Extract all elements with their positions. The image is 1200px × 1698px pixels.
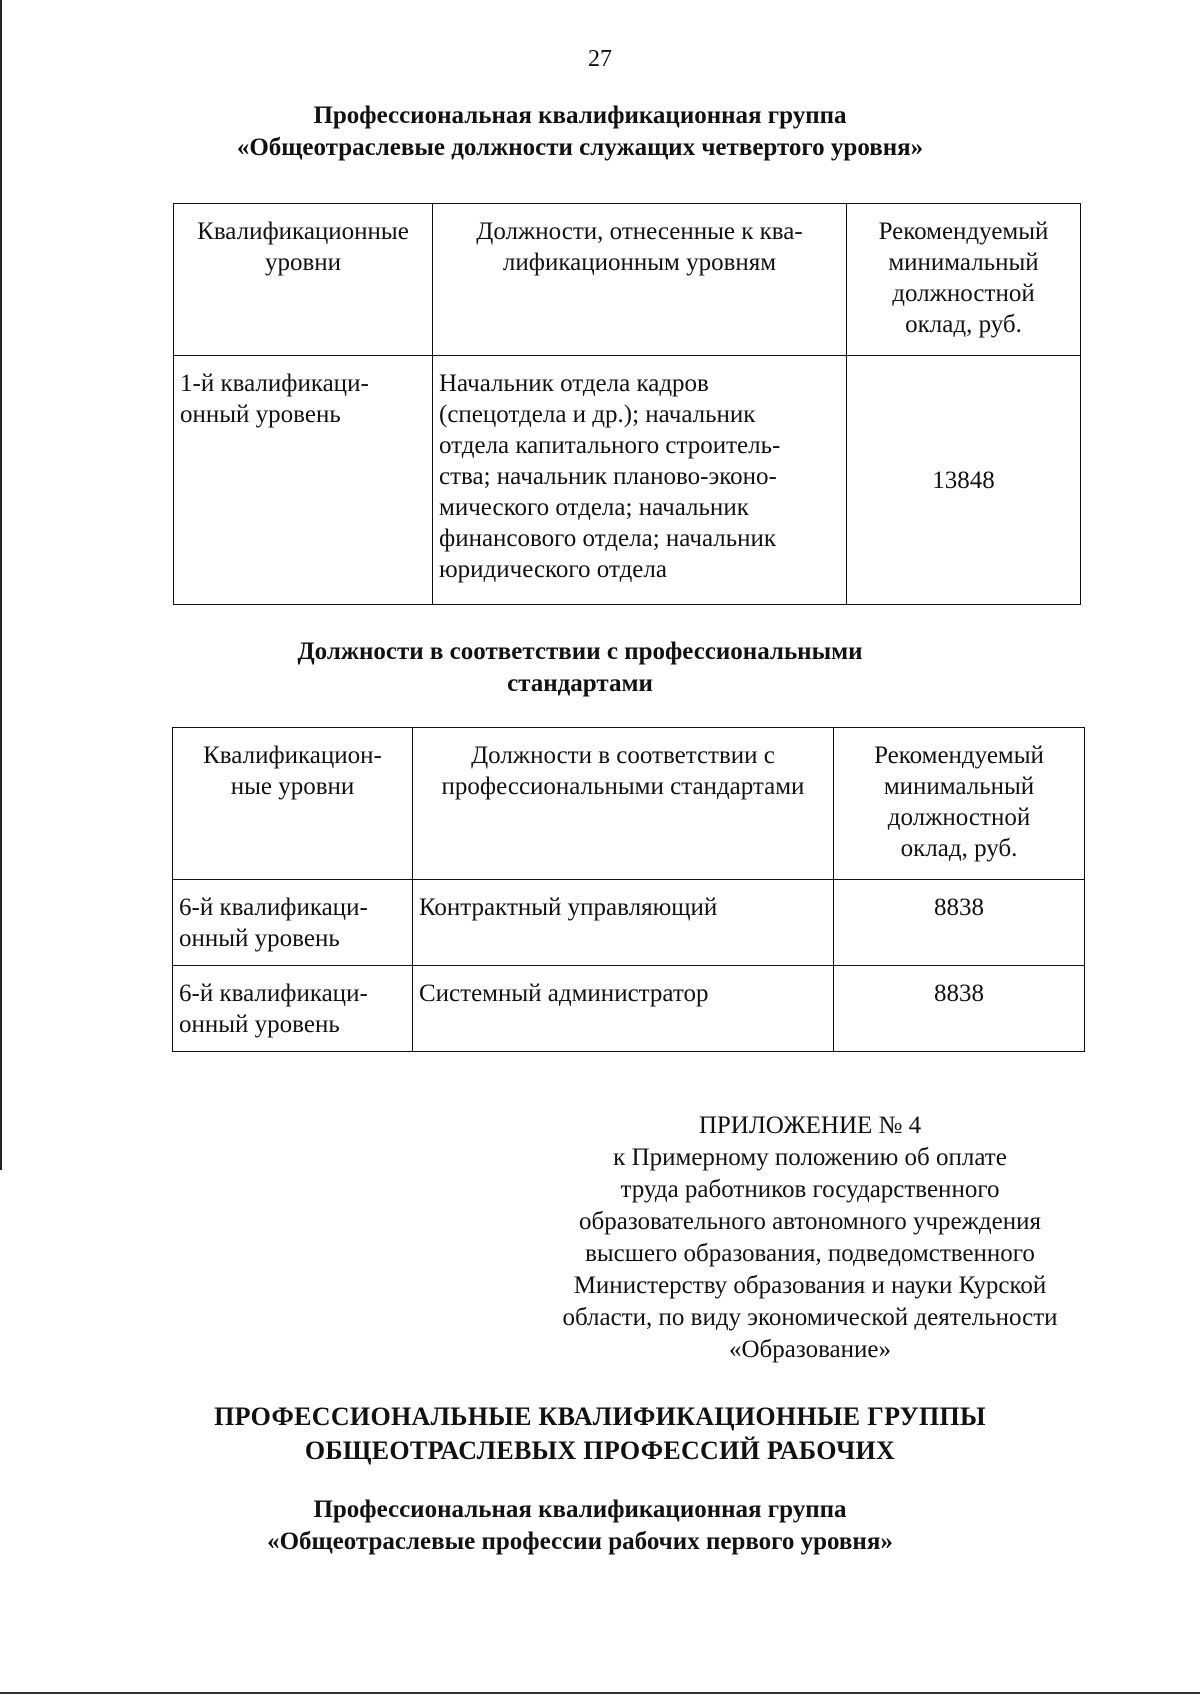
position-line: финансового отдела; начальник	[439, 525, 777, 552]
section1-heading-line2: «Общеотраслевые должности служащих четвертого уровня»	[236, 134, 924, 161]
table-row	[173, 966, 1085, 1052]
level-line: 6-й квалификаци-	[179, 894, 368, 921]
section3-heading	[150, 1400, 1050, 1468]
section3-heading-line2: ОБЩЕОТРАСЛЕВЫХ ПРОФЕССИЙ РАБОЧИХ	[304, 1436, 896, 1465]
table-qualification-levels-4	[173, 203, 1081, 605]
level-line: 1-й квалификаци-	[180, 370, 369, 397]
section1-heading	[160, 100, 1000, 164]
header-positions-line: Должности в соответствии с	[471, 742, 775, 769]
appendix-line: Министерству образования и науки Курской	[573, 1272, 1047, 1299]
appendix-block	[520, 1110, 1100, 1366]
appendix-line: образовательного автономного учреждения	[579, 1208, 1041, 1235]
level-line: 6-й квалификаци-	[179, 980, 368, 1007]
level-line: онный уровень	[179, 925, 340, 952]
appendix-line: к Примерному положению об оплате	[613, 1144, 1007, 1171]
section2-heading-line1: Должности в соответствии с профессиональными	[297, 638, 863, 665]
header-positions-line: лификационным уровням	[502, 249, 777, 276]
position-text: Контрактный управляющий	[419, 894, 718, 921]
cell-level	[174, 356, 433, 605]
salary-value: 8838	[934, 894, 984, 921]
header-level-line: ные уровни	[230, 773, 355, 800]
position-line: ства; начальник планово-эконо-	[439, 463, 777, 490]
position-line: Начальник отдела кадров	[439, 370, 709, 397]
section4-heading-line1: Профессиональная квалификационная группа	[313, 1496, 847, 1523]
header-salary-line: оклад, руб.	[900, 835, 1018, 862]
appendix-line: «Образование»	[728, 1336, 892, 1363]
cell-level	[173, 880, 413, 966]
scan-edge-left	[0, 0, 2, 1170]
header-positions-line: профессиональными стандартами	[441, 773, 805, 800]
header-salary-line: Рекомендуемый	[874, 742, 1044, 769]
header-cell-positions	[433, 204, 847, 356]
section4-heading-line2: «Общеотраслевые профессии рабочих первого уровня»	[267, 1528, 893, 1555]
header-salary-line: оклад, руб.	[905, 311, 1022, 338]
appendix-line: области, по виду экономической деятельности	[562, 1304, 1058, 1331]
header-salary-line: минимальный	[888, 249, 1039, 276]
header-salary-line: минимальный	[883, 773, 1035, 800]
salary-value: 8838	[934, 980, 984, 1007]
header-cell-level	[173, 728, 413, 880]
cell-position	[413, 966, 834, 1052]
position-line: юридического отдела	[439, 556, 667, 583]
header-cell-salary	[847, 204, 1081, 356]
section4-heading	[160, 1494, 1000, 1558]
table-row	[173, 880, 1085, 966]
position-line: (спецотдела и др.); начальник	[439, 401, 756, 428]
header-level-line: уровни	[264, 249, 342, 276]
header-cell-positions	[413, 728, 834, 880]
level-line: онный уровень	[180, 401, 341, 428]
header-salary-line: должностной	[887, 804, 1031, 831]
table-professional-standards	[172, 727, 1085, 1052]
header-positions-line: Должности, отнесенные к ква-	[476, 218, 803, 245]
scan-edge-bottom	[0, 1692, 1200, 1694]
header-level-line: Квалификацион-	[203, 742, 382, 769]
position-line: мического отдела; начальник	[439, 494, 749, 521]
header-salary-line: Рекомендуемый	[878, 218, 1049, 245]
cell-salary	[834, 966, 1085, 1052]
section2-heading-line2: стандартами	[507, 670, 653, 697]
table-header-row	[174, 204, 1081, 356]
section1-heading-line1: Профессиональная квалификационная группа	[313, 102, 847, 129]
header-cell-level	[174, 204, 433, 356]
level-line: онный уровень	[179, 1011, 340, 1038]
header-cell-salary	[834, 728, 1085, 880]
table-row	[174, 356, 1081, 605]
cell-position	[413, 880, 834, 966]
cell-salary	[834, 880, 1085, 966]
header-level-line: Квалификационные	[197, 218, 409, 245]
page-number: 27	[588, 46, 612, 72]
section3-heading-line1: ПРОФЕССИОНАЛЬНЫЕ КВАЛИФИКАЦИОННЫЕ ГРУППЫ	[214, 1402, 986, 1431]
cell-salary: 13848	[847, 356, 1081, 605]
table-header-row	[173, 728, 1085, 880]
appendix-line: труда работников государственного	[620, 1176, 1000, 1203]
cell-level	[173, 966, 413, 1052]
section2-heading	[160, 636, 1000, 700]
position-line: отдела капитального строитель-	[439, 432, 781, 459]
position-text: Системный администратор	[419, 980, 709, 1007]
header-salary-line: должностной	[892, 280, 1035, 307]
appendix-line: высшего образования, подведомственного	[585, 1240, 1035, 1267]
appendix-line: ПРИЛОЖЕНИЕ № 4	[698, 1112, 922, 1139]
cell-positions	[433, 356, 847, 605]
